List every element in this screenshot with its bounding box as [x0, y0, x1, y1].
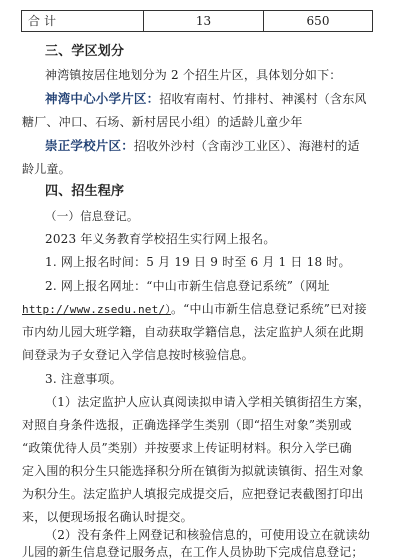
zone1-name: 神湾中心小学片区： [45, 91, 160, 106]
section-heading-procedure: 四、招生程序 [45, 184, 125, 199]
zone2-text-cont: 龄儿童。 [22, 162, 71, 176]
subsection-registration: （一）信息登记。 [45, 209, 139, 223]
note1-line3: “政策优待人员”类别）并按要求上传证明材料。积分入学已确 [22, 441, 352, 455]
para-site-line3: 市内幼儿园大班学籍，自动获取学籍信息，法定监护人须在此期 [22, 325, 364, 339]
para-registration-time: 1. 网上报名时间：5 月 19 日 9 时至 6 月 1 日 18 时。 [45, 255, 351, 269]
para-notes-heading: 3. 注意事项。 [45, 372, 122, 386]
section-heading-zones: 三、学区划分 [45, 44, 125, 59]
summary-table-row [21, 10, 373, 32]
note1-line2: 对照自身条件选报，正确选择学生类别（即“招生对象”类别或 [22, 418, 352, 432]
zone1-text-cont: 糖厂、冲口、石场、新村居民小组）的适龄儿童少年 [22, 115, 303, 129]
zone1-line [45, 91, 367, 107]
note2-line2: 儿园的新生信息登记服务点，在工作人员协助下完成信息登记； [22, 545, 364, 559]
para-site-cont [22, 301, 367, 318]
para-online-registration: 2023 年义务教育学校招生实行网上报名。 [45, 232, 276, 246]
para-registration-site: 2. 网上报名网址：“中山市新生信息登记系统”（网址 [45, 279, 330, 293]
zones-intro: 神湾镇按居住地划分为 2 个招生片区，具体划分如下： [45, 68, 342, 82]
note1-line4: 定入围的积分生只能选择积分所在镇街为拟就读镇街、招生对象 [22, 464, 364, 478]
table-cell-total: 650 [306, 14, 330, 28]
para-site-line4: 间登录为子女登记入学信息按时核验信息。 [22, 348, 254, 362]
zone2-name: 崇正学校片区： [45, 138, 134, 153]
note2-line1: （2）没有条件上网登记和核验信息的，可使用设立在就读幼 [45, 528, 371, 542]
para-site-text: 。“中山市新生信息登记系统”已对接 [170, 302, 367, 316]
note1-line5: 为积分生。法定监护人填报完成提交后，应把登记表截图打印出 [22, 487, 364, 501]
table-cell-count: 13 [144, 11, 264, 31]
zone2-text: 招收外沙村（含南沙工业区）、海港村的适 [133, 139, 360, 153]
note1-line1: （1）法定监护人应认真阅读拟申请入学相关镇街招生方案， [45, 395, 371, 409]
note1-line6: 来，以便现场报名确认时提交。 [22, 510, 193, 524]
zone1-text: 招收宥南村、竹排村、神溪村（含东风 [159, 92, 367, 106]
table-cell-label: 合计 [22, 11, 144, 31]
zone2-line [45, 138, 360, 154]
registration-url-link[interactable]: http://www.zsedu.net/） [22, 303, 171, 316]
